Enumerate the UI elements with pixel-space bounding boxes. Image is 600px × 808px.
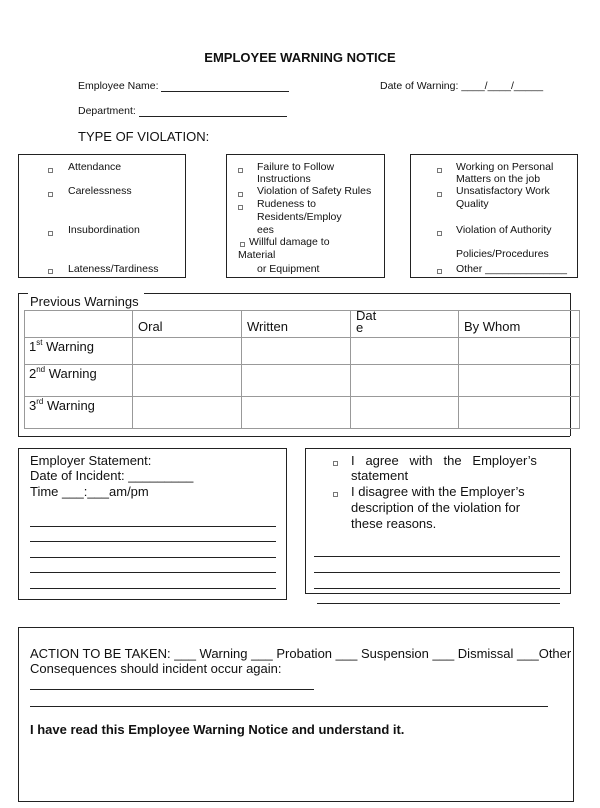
employer-statement-label: Employer Statement: — [30, 453, 152, 468]
attendance-checkbox[interactable] — [48, 168, 53, 173]
disagree-label-cont: description of the violation for — [351, 500, 521, 515]
table-line — [132, 310, 133, 428]
reason-line[interactable] — [317, 603, 560, 604]
date-of-warning-row — [380, 80, 543, 92]
carelessness-checkbox[interactable] — [48, 192, 53, 197]
lateness-checkbox[interactable] — [48, 269, 53, 274]
statement-line[interactable] — [30, 572, 276, 573]
reason-line[interactable] — [314, 572, 560, 573]
reason-line[interactable] — [314, 588, 560, 589]
unsatisfactory-work-label: Unsatisfactory Work — [456, 185, 550, 197]
date-of-warning-label: Date of Warning: — [380, 80, 459, 92]
table-line — [24, 337, 580, 338]
warnings-border-bottom — [18, 436, 570, 437]
willful-damage-label-cont: Material — [238, 249, 276, 261]
attendance-label: Attendance — [68, 161, 122, 173]
insubordination-checkbox[interactable] — [48, 231, 53, 236]
employee-name-label: Employee Name: — [78, 80, 159, 92]
violation-of-authority-checkbox[interactable] — [437, 231, 442, 236]
lateness-label: Lateness/Tardiness — [68, 263, 159, 275]
disagree-label-cont2: these reasons. — [351, 516, 437, 531]
unsatisfactory-work-checkbox[interactable] — [437, 192, 442, 197]
warnings-divider — [144, 293, 570, 294]
disagree-label: I disagree with the Employer’s — [351, 484, 525, 499]
date-header: Dat — [356, 308, 377, 323]
form-title: EMPLOYEE WARNING NOTICE — [204, 50, 396, 65]
statement-line[interactable] — [30, 557, 276, 558]
table-line — [458, 310, 459, 428]
table-line — [579, 310, 580, 428]
consequences-line[interactable] — [30, 706, 548, 707]
oral-header: Oral — [138, 319, 163, 334]
type-of-violation-label: TYPE OF VIOLATION: — [78, 129, 210, 144]
table-line — [24, 364, 580, 365]
personal-matters-checkbox[interactable] — [437, 168, 442, 173]
written-header: Written — [247, 319, 288, 334]
failure-to-follow-label-cont: Instructions — [257, 173, 311, 185]
failure-to-follow-label: Failure to Follow — [257, 161, 335, 173]
table-line — [24, 396, 580, 397]
rudeness-label-cont2: ees — [257, 224, 274, 236]
statement-line[interactable] — [30, 526, 276, 527]
table-line — [241, 310, 242, 428]
agree-label: I agree with the Employer’s — [351, 453, 537, 468]
personal-matters-label-cont: Matters on the job — [456, 173, 541, 185]
other-checkbox[interactable] — [437, 269, 442, 274]
table-line — [24, 428, 580, 429]
willful-damage-label-cont2: or Equipment — [257, 263, 320, 275]
rudeness-label-cont: Residents/Employ — [257, 211, 342, 223]
disagree-checkbox[interactable] — [333, 492, 338, 497]
rudeness-checkbox[interactable] — [238, 205, 243, 210]
acknowledgement-text: I have read this Employee Warning Notice and understand it. — [30, 722, 405, 737]
by-whom-header: By Whom — [464, 319, 521, 334]
statement-line[interactable] — [30, 541, 276, 542]
agree-checkbox[interactable] — [333, 461, 338, 466]
action-to-be-taken-label[interactable]: ACTION TO BE TAKEN: ___ Warning ___ Probation ___ Suspension ___ Dismissal ___Other — [30, 646, 572, 661]
personal-matters-label: Working on Personal — [456, 161, 554, 173]
table-line — [24, 310, 25, 428]
statement-line[interactable] — [30, 588, 276, 589]
reason-line[interactable] — [314, 556, 560, 557]
table-line — [24, 310, 580, 311]
first-warning-label: 1st Warning — [29, 338, 95, 354]
employee-name-field[interactable] — [161, 80, 289, 92]
rudeness-label: Rudeness to — [257, 198, 316, 210]
insubordination-label: Insubordination — [68, 224, 140, 236]
department-label: Department: — [78, 105, 136, 117]
unsatisfactory-work-label-cont: Quality — [456, 198, 489, 210]
consequences-label: Consequences should incident occur again: — [30, 661, 282, 676]
violation-of-authority-label-cont: Policies/Procedures — [456, 248, 549, 260]
employee-name-row — [78, 80, 289, 92]
consequences-line[interactable] — [30, 689, 314, 690]
second-warning-label: 2nd Warning — [29, 365, 97, 381]
agree-label-cont: statement — [351, 468, 409, 483]
carelessness-label: Carelessness — [68, 185, 132, 197]
date-of-warning-field[interactable]: ____/____/_____ — [461, 80, 544, 92]
date-header-cont: e — [356, 320, 364, 335]
safety-rules-checkbox[interactable] — [238, 192, 243, 197]
date-of-incident-label[interactable]: Date of Incident: _________ — [30, 468, 194, 483]
willful-damage-label: Willful damage to — [249, 236, 330, 248]
department-row — [78, 105, 287, 117]
warnings-divider — [18, 293, 28, 294]
failure-to-follow-checkbox[interactable] — [238, 168, 243, 173]
department-field[interactable] — [139, 105, 287, 117]
warnings-border-left — [18, 293, 19, 436]
table-line — [350, 310, 351, 428]
previous-warnings-label: Previous Warnings — [30, 294, 139, 309]
third-warning-label: 3rd Warning — [29, 397, 95, 413]
violation-of-authority-label: Violation of Authority — [456, 224, 552, 236]
time-label[interactable]: Time ___:___am/pm — [30, 484, 149, 499]
safety-rules-label: Violation of Safety Rules — [257, 185, 372, 197]
willful-damage-checkbox[interactable] — [240, 242, 245, 247]
other-label: Other ______________ — [456, 263, 567, 275]
